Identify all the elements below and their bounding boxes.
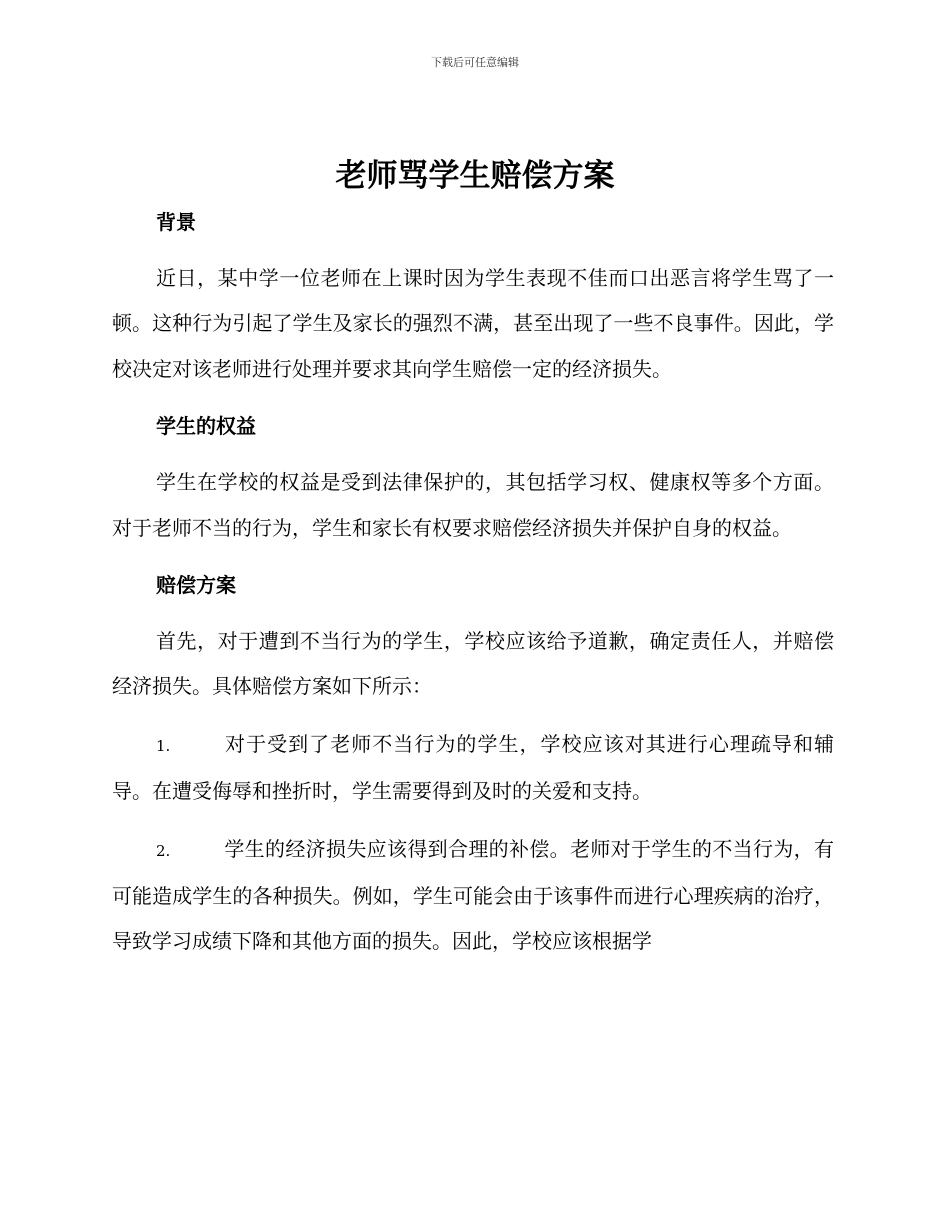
paragraph: 学生在学校的权益是受到法律保护的，其包括学习权、健康权等多个方面。对于老师不当的行为，学生和家长有权要求赔偿经济损失并保护自身的权益。: [112, 470, 834, 540]
section-background: [112, 200, 834, 392]
document-body: [112, 200, 834, 965]
list-item-text: 对于受到了老师不当行为的学生，学校应该对其进行心理疏导和辅导。在遭受侮辱和挫折时，学生需要得到及时的关爱和支持。: [112, 731, 834, 804]
section-heading: 赔偿方案: [156, 573, 236, 598]
section-student-rights: [112, 404, 834, 551]
section-compensation-plan: [112, 563, 834, 965]
section-heading: 背景: [156, 210, 196, 234]
paragraph: 近日，某中学一位老师在上课时因为学生表现不佳而口出恶言将学生骂了一顿。这种行为引起了学生及家长的强烈不满，甚至出现了一些不良事件。因此，学校决定对该老师进行处理并要求其向学生赔偿一定的经济损失。: [112, 266, 834, 381]
document-title: 老师骂学生赔偿方案: [335, 158, 615, 194]
list-number: 2.: [156, 841, 171, 860]
section-heading: 学生的权益: [156, 414, 256, 439]
header-note: 下载后可任意编辑: [431, 56, 519, 69]
list-number: 1.: [156, 736, 171, 755]
paragraph: 首先，对于遭到不当行为的学生，学校应该给予道歉，确定责任人，并赔偿经济损失。具体赔偿方案如下所示：: [112, 629, 834, 699]
list-item: [112, 722, 834, 815]
list-item-text: 学生的经济损失应该得到合理的补偿。老师对于学生的不当行为，有可能造成学生的各种损失。例如，学生可能会由于该事件而进行心理疾病的治疗，导致学习成绩下降和其他方面的损失。因此，学校应该根据学: [112, 836, 834, 954]
list-item: [112, 827, 834, 965]
